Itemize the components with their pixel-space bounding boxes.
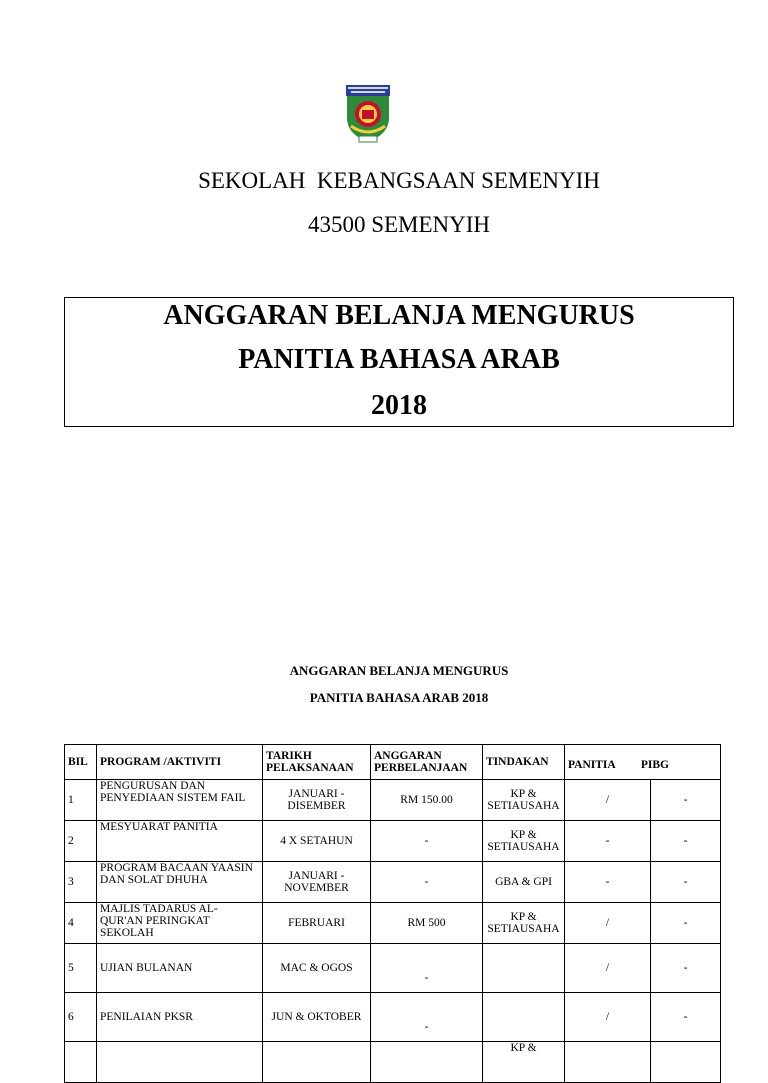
cell-tindakan <box>483 944 565 993</box>
cell-bil: 4 <box>65 903 97 944</box>
header-tarikh: TARIKH PELAKSANAAN <box>263 745 371 780</box>
title-box <box>64 297 734 427</box>
table-row <box>65 944 721 993</box>
cell-panitia <box>565 1042 651 1083</box>
header-pibg: PIBG <box>640 759 669 771</box>
table-row <box>65 780 721 821</box>
cell-program: UJIAN BULANAN <box>97 944 263 993</box>
cell-bil: 1 <box>65 780 97 821</box>
title-line-1: ANGGARAN BELANJA MENGURUS <box>163 300 635 331</box>
header-panitia-pibg <box>565 745 721 780</box>
header-program: PROGRAM /AKTIVITI <box>97 745 263 780</box>
cell-anggaran: RM 500 <box>371 903 483 944</box>
cell-tindakan: KP & SETIAUSAHA <box>483 780 565 821</box>
cell-tarikh: JUN & OKTOBER <box>263 993 371 1042</box>
cell-tarikh: JANUARI - NOVEMBER <box>263 862 371 903</box>
cell-pibg <box>651 1042 721 1083</box>
cell-bil: 2 <box>65 821 97 862</box>
cell-tindakan: KP & SETIAUSAHA <box>483 903 565 944</box>
cell-program: MAJLIS TADARUS AL-QUR'AN PERINGKAT SEKOLAH <box>97 903 263 944</box>
cell-program <box>97 1042 263 1083</box>
cell-program: MESYUARAT PANITIA <box>97 821 263 862</box>
table-row <box>65 903 721 944</box>
cell-pibg: - <box>651 903 721 944</box>
table-header-row <box>65 745 721 780</box>
cell-panitia: / <box>565 944 651 993</box>
table-row <box>65 821 721 862</box>
cell-anggaran: - <box>371 944 483 993</box>
cell-pibg: - <box>651 862 721 903</box>
title-line-2: PANITIA BAHASA ARAB <box>238 344 560 375</box>
cell-anggaran: - <box>371 821 483 862</box>
cell-pibg: - <box>651 944 721 993</box>
subheading-1: ANGGARAN BELANJA MENGURUS <box>289 663 509 678</box>
cell-panitia: / <box>565 903 651 944</box>
cell-anggaran: RM 150.00 <box>371 780 483 821</box>
cell-tindakan: KP & SETIAUSAHA <box>483 821 565 862</box>
cell-panitia: - <box>565 821 651 862</box>
table-row <box>65 862 721 903</box>
cell-tindakan: GBA & GPI <box>483 862 565 903</box>
table-row <box>65 1042 721 1083</box>
cell-program: PENILAIAN PKSR <box>97 993 263 1042</box>
cell-pibg: - <box>651 821 721 862</box>
cell-bil <box>65 1042 97 1083</box>
title-line-3: 2018 <box>371 390 427 421</box>
subheading-2: PANITIA BAHASA ARAB 2018 <box>309 690 489 705</box>
header-tindakan: TINDAKAN <box>483 745 565 780</box>
cell-tindakan <box>483 993 565 1042</box>
cell-pibg: - <box>651 993 721 1042</box>
cell-anggaran <box>371 1042 483 1083</box>
cell-anggaran: - <box>371 862 483 903</box>
cell-tarikh: MAC & OGOS <box>263 944 371 993</box>
cell-bil: 3 <box>65 862 97 903</box>
budget-table <box>64 744 721 1083</box>
cell-tarikh: 4 X SETAHUN <box>263 821 371 862</box>
cell-bil: 6 <box>65 993 97 1042</box>
table-row <box>65 993 721 1042</box>
cell-bil: 5 <box>65 944 97 993</box>
cell-tindakan: KP & <box>483 1042 565 1083</box>
cell-program: PENGURUSAN DAN PENYEDIAAN SISTEM FAIL <box>97 780 263 821</box>
cell-pibg: - <box>651 780 721 821</box>
cell-panitia: - <box>565 862 651 903</box>
school-address: 43500 SEMENYIH <box>307 212 491 237</box>
school-crest-icon <box>345 84 391 146</box>
cell-anggaran: - <box>371 993 483 1042</box>
header-panitia: PANITIA <box>568 759 616 771</box>
header-bil: BIL <box>65 745 97 780</box>
cell-panitia: / <box>565 780 651 821</box>
cell-tarikh: FEBRUARI <box>263 903 371 944</box>
header-anggaran: ANGGARAN PERBELANJAAN <box>371 745 483 780</box>
cell-program: PROGRAM BACAAN YAASIN DAN SOLAT DHUHA <box>97 862 263 903</box>
cell-tarikh: JANUARI - DISEMBER <box>263 780 371 821</box>
school-name: SEKOLAH KEBANGSAAN SEMENYIH <box>198 168 600 193</box>
cell-panitia: / <box>565 993 651 1042</box>
cell-tarikh <box>263 1042 371 1083</box>
